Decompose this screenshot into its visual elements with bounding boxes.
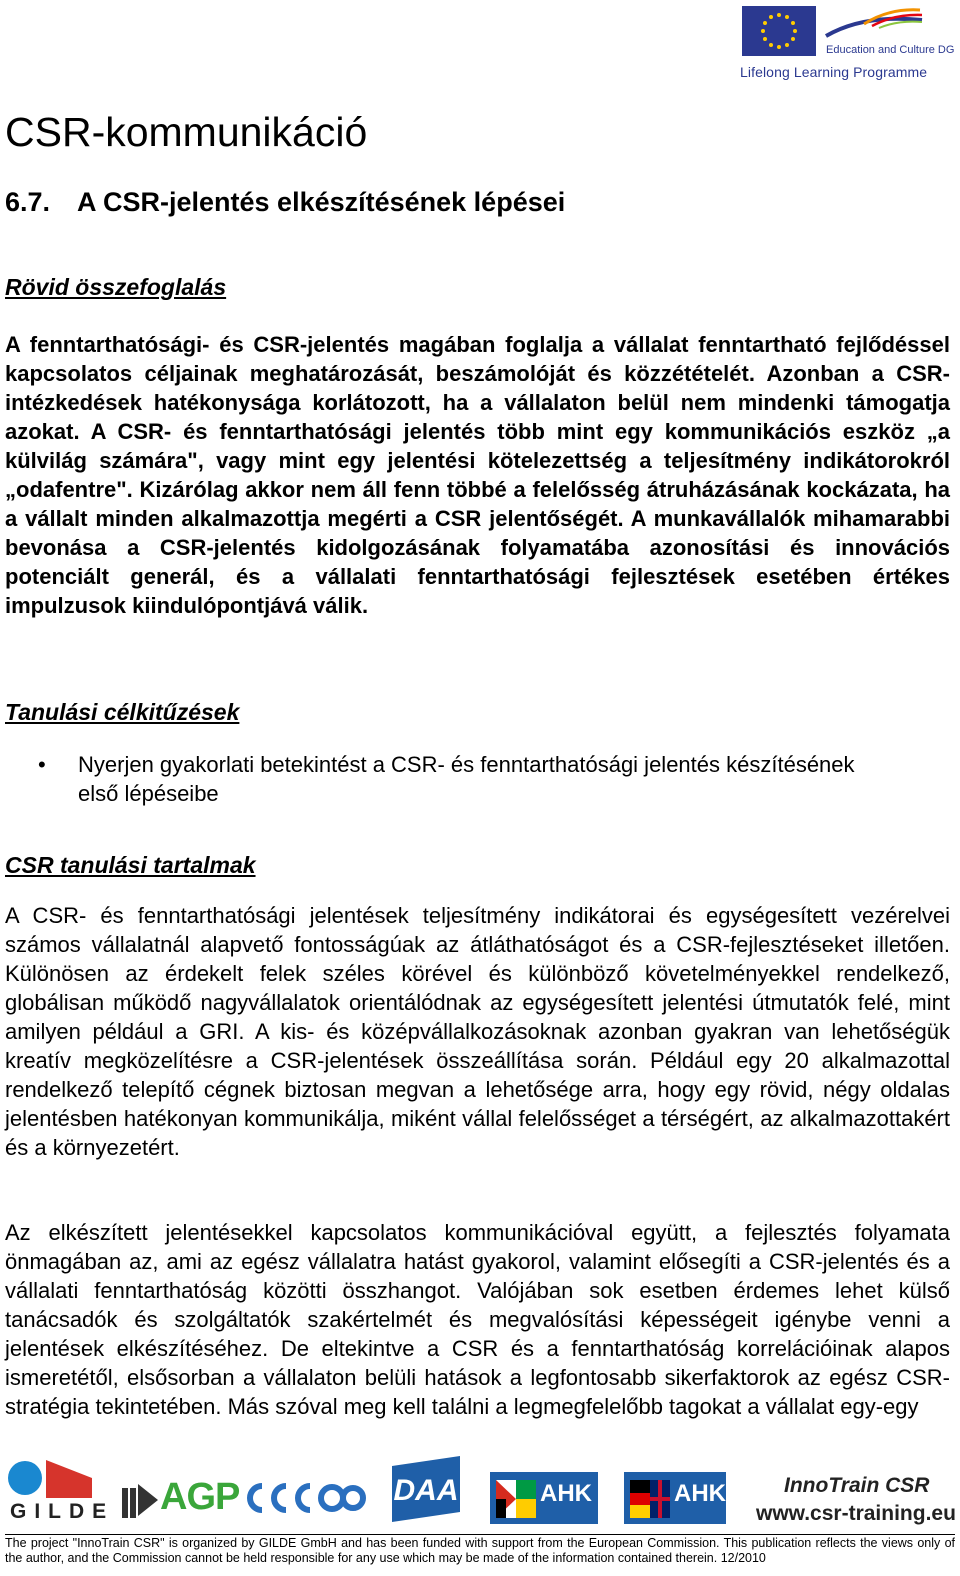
page-title: CSR-kommunikáció	[5, 109, 368, 155]
agp-logo-text: AGP	[160, 1476, 240, 1518]
dg-label: Education and Culture DG	[826, 44, 955, 56]
project-website: www.csr-training.eu	[756, 1502, 956, 1525]
learning-goals-list	[0, 750, 900, 808]
programme-swoosh-icon	[824, 6, 924, 46]
cecodhas-logo-icon	[242, 1480, 366, 1516]
daa-logo-text: DAA	[393, 1474, 459, 1507]
flag-icon	[496, 1480, 536, 1518]
eu-flag-icon	[742, 6, 816, 56]
summary-heading: Rövid összefoglalás	[5, 274, 227, 300]
content-paragraph-1: A CSR- és fenntarthatósági jelentések teljesítmény indikátorai és egységesített vezérelvei számos vállalatnál alapvető fontosságúak az átláthatóságot és a CSR-fejlesztéseket illetően. Különösen az érdekelt felek széles körével és különböző követelményekkel rendelkező, globálisan működő nagyvállalatok orientálódnak az egységesített jelentési útmutatók felé, mint amilyen például a GRI. A kis- és középvállalkozásoknak azonban gyakran van lehetőségük kreatív megközelítésre a CSR-jelentések összeállítása során. Például egy 20 alkalmazottal rendelkező telepítő cégnek biztosan megvan a lehetősége arra, hogy egy rövid, négy oldalas jelentésben hatékonyan kommunikálja, miként vállal felelősséget a térségért, az alkalmazottakért és a környezetért.	[5, 903, 950, 1160]
learning-content-heading: CSR tanulási tartalmak	[5, 852, 256, 878]
daa-logo-icon	[386, 1456, 466, 1522]
ahk-logo-text: AHK	[674, 1480, 726, 1507]
agp-logo	[120, 1474, 240, 1524]
section-heading	[5, 182, 565, 222]
funding-disclaimer: The project "InnoTrain CSR" is organized by GILDE GmbH and has been funded with support from the European Commission. This publication reflects the views only of the author, and the Commission cannot be held responsible for any use which may be made of the information contained therein. 12/2010	[5, 1536, 955, 1565]
footer-divider	[5, 1534, 955, 1535]
flag-icon	[630, 1480, 670, 1518]
section-number: 6.7.	[5, 187, 51, 217]
partner-logos	[0, 1452, 960, 1538]
eu-lifelong-learning-logo	[740, 4, 956, 84]
bullet-icon: •	[38, 752, 46, 777]
ahk-logo-2	[624, 1472, 726, 1524]
ahk-logo-1	[490, 1472, 598, 1524]
agp-arrow-icon	[120, 1480, 160, 1520]
ahk-logo-text: AHK	[540, 1480, 592, 1507]
list-item-text: Nyerjen gyakorlati betekintést a CSR- és fenntarthatósági jelentés készítésének első lépéseibe	[78, 752, 855, 806]
list-item	[0, 750, 900, 808]
learning-goals-heading: Tanulási célkitűzések	[5, 699, 240, 725]
innotrain-logo-text: InnoTrain CSR	[784, 1474, 930, 1497]
gilde-logo-text: GILDE	[10, 1500, 115, 1523]
summary-paragraph: A fenntarthatósági- és CSR-jelentés magában foglalja a vállalat fenntartható fejlődéssel kapcsolatos céljainak meghatározását, beszámolóját és közzétételét. Azonban a CSR-intézkedések hatékonysága korlátozott, ha a vállalaton belül nem mindenki támogatja azokat. A CSR- és fenntarthatósági jelentés több mint egy kommunikációs eszköz „a külvilág számára", vagy mint egy jelentési kötelezettség a teljesítmény indikátorokról „odafentre". Kizárólag akkor nem áll fenn többé a felelősség átruházásának kockázata, ha a vállalt minden alkalmazottja megérti a CSR jelentőségét. A munkavállalók mihamarabbi bevonása a CSR-jelentés kidolgozásának folyamatába azonosítási és innovációs potenciált generál, és a vállalati fenntarthatósági fejlesztések esetében értékes impulzusok kiindulópontjává válik.	[5, 332, 950, 618]
section-heading-text: A CSR-jelentés elkészítésének lépései	[77, 187, 566, 217]
content-paragraph-2: Az elkészített jelentésekkel kapcsolatos kommunikációval együtt, a fejlesztés folyamata önmagában az, ami az egész vállalatra hatást gyakorol, valamint elősegíti a CSR-jelentés és a vállalati fenntarthatóság közötti összhangot. Valójában sok esetben érdemes lehet külső tanácsadók és szolgáltatók szakértelmét és megvalósítási képességeit igénybe venni a jelentések elkészítéséhez. De eltekintve a CSR és a fenntarthatóság korrelációinak alapos ismeretétől, elsősorban a vállalaton belüli hatások a legfontosabb sikerfaktorok az egész CSR-stratégia tekintetében. Más szóval meg kell találni a legmegfelelőbb tagokat a vállalat egy-egy	[5, 1220, 950, 1419]
programme-label: Lifelong Learning Programme	[740, 64, 928, 80]
